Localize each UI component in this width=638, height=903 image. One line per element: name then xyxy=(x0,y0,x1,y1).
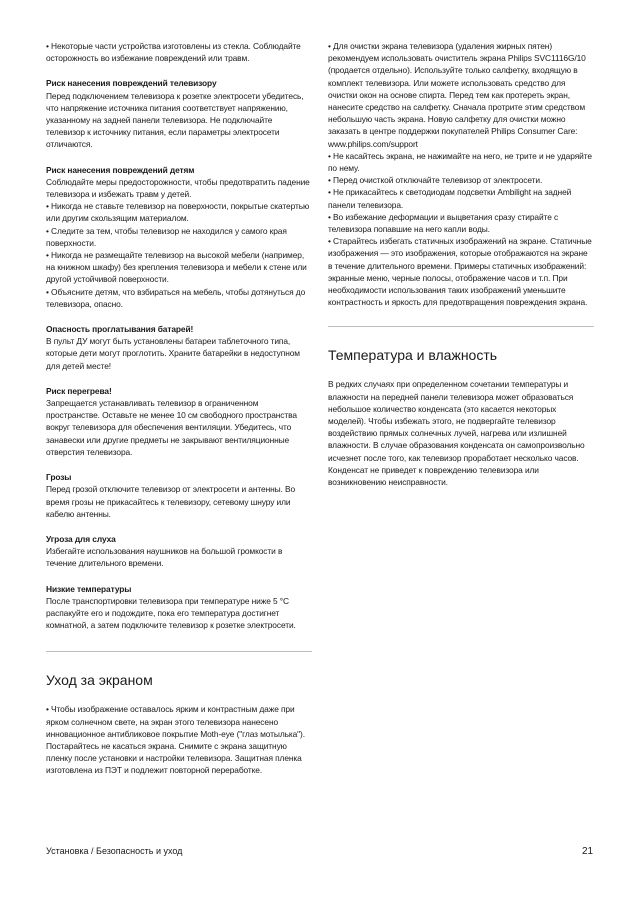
footer-breadcrumb: Установка / Безопасность и уход xyxy=(46,846,183,856)
section-heading: Низкие температуры xyxy=(46,583,132,594)
section-divider xyxy=(328,326,594,327)
section-body: Избегайте использования наушников на большой громкости в течение длительного времени. xyxy=(46,546,283,569)
section-heading: Опасность проглатывания батарей! xyxy=(46,324,194,335)
section-tv-damage xyxy=(46,77,312,150)
section-battery xyxy=(46,323,312,372)
right-column xyxy=(328,40,594,488)
section-body: Соблюдайте меры предосторожности, чтобы предотвратить падение телевизора и избежать травм у детей. • Никогда не ставьте телевизор на поверхности, покрытые скатертью или другим скользящим материалом. • Следите за тем, чтобы телевизор не находился у самого края поверхности. • Никогда не размещайте телевизор на высокой мебели (например, на книжном шкафу) без крепления телевизора и мебели к стене или другой устойчивой поверхности. • Объясните детям, что взбираться на мебель, чтобы дотянуться до телевизора, опасно. xyxy=(46,176,310,309)
section-heading: Риск нанесения повреждений телевизору xyxy=(46,78,217,89)
screen-care-continued: • Для очистки экрана телевизора (удаления жирных пятен) рекомендуем использовать очиститель экрана Philips SVC1116G/10 (продается отдельно). Используйте только салфетку, входящую в комплект телевизора. Или можете использовать средство для очистки окон на основе спирта. Перед тем как протереть экран, нанесите средство на салфетку. Сначала протрите этим средством небольшую часть экрана. Новую салфетку для очистки можно заказать в центре поддержки покупателей Philips Consumer Care: www.philips.com/support • Не касайтесь экрана, не нажимайте на него, не трите и не ударяйте по нему. • Перед очисткой отключайте телевизор от электросети. • Не прикасайтесь к светодиодам подсветки Ambilight на задней панели телевизора. • Во избежание деформации и выцветания сразу стирайте с телевизора попавшие на него капли воды. • Старайтесь избегать статичных изображений на экране. Статичные изображения — это изображения, которые отображаются на экране в течение длительного времени. Примеры статичных изображений: экранные меню, черные полосы, отображение часов и т.п. При необходимости использования таких изображений уменьшите контрастность и яркость для предотвращения повреждения экрана. xyxy=(328,41,592,308)
section-heading: Риск перегрева! xyxy=(46,385,112,396)
section-overheat xyxy=(46,385,312,458)
section-body: Перед грозой отключите телевизор от электросети и антенны. Во время грозы не прикасайтесь к телевизору, сетевому шнуру или кабелю антенны. xyxy=(46,484,296,519)
left-column xyxy=(46,40,312,777)
section-body: Перед подключением телевизора к розетке электросети убедитесь, что напряжение источника питания соответствует напряжению, указанному на задней панели телевизора. Не подключайте телевизор к источнику питания, если параметры электросети отличаются. xyxy=(46,90,304,150)
section-divider xyxy=(46,651,312,652)
section-thunderstorm xyxy=(46,471,312,520)
section-heading: Грозы xyxy=(46,472,72,483)
section-body: После транспортировки телевизора при температуре ниже 5 °C распакуйте его и подождите, пока его температура достигнет комнатной, а затем подключите телевизор к розетке электросети. xyxy=(46,595,296,631)
temperature-title: Температура и влажность xyxy=(328,347,498,364)
section-heading: Риск нанесения повреждений детям xyxy=(46,164,195,175)
section-heading: Угроза для слуха xyxy=(46,533,116,544)
section-child-injury xyxy=(46,164,312,310)
page-number: 21 xyxy=(582,846,594,857)
intro-paragraph: • Некоторые части устройства изготовлены из стекла. Соблюдайте осторожность во избежание повреждений или травм. xyxy=(46,41,301,64)
screen-care-body: • Чтобы изображение оставалось ярким и контрастным даже при ярком солнечном свете, на экран этого телевизора нанесено инновационное антибликовое покрытие Moth-eye ("глаз мотылька"). Постарайтесь не касаться экрана. Снимите с экрана защитную пленку после установки и настройки телевизора. Защитная пленка изготовлена из ПЭТ и подлежит повторной переработке. xyxy=(46,704,305,776)
section-low-temperature xyxy=(46,583,312,632)
screen-care-title: Уход за экраном xyxy=(46,672,153,689)
section-hearing xyxy=(46,533,312,570)
section-body: В пульт ДУ могут быть установлены батареи таблеточного типа, которые дети могут проглотить. Храните батарейки в недоступном для детей месте! xyxy=(46,336,300,371)
temperature-body: В редких случаях при определенном сочетании температуры и влажности на передней панели телевизора может образоваться небольшое количество конденсата (это касается некоторых моделей). Чтобы избежать этого, не подвергайте телевизор воздействию прямых солнечных лучей, нагрева или излишней влажности. В случае образования конденсата он самопроизвольно исчезнет после того, как телевизор проработает несколько часов. Конденсат не приведет к повреждению телевизора или возникновению неисправности. xyxy=(328,379,585,488)
section-body: Запрещается устанавливать телевизор в ограниченном пространстве. Оставьте не менее 10 см свободного пространства вокруг телевизора для обеспечения вентиляции. Убедитесь, что занавески или другие предметы не закрывают вентиляционные отверстия телевизора. xyxy=(46,398,297,457)
